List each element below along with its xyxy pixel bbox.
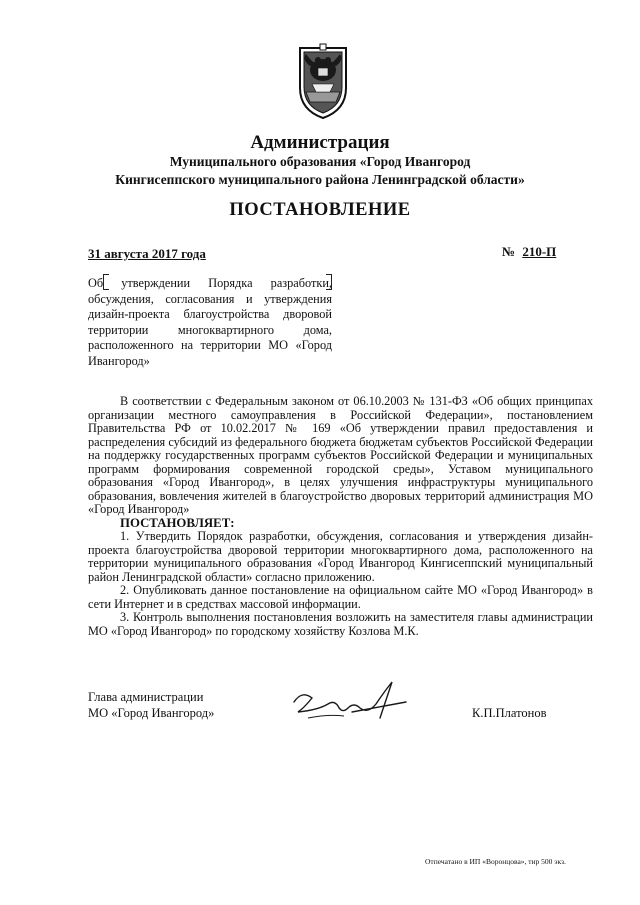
document-type: ПОСТАНОВЛЕНИЕ — [229, 200, 411, 220]
document-date: 31 августа 2017 года — [88, 246, 206, 261]
resolution-item: 2. Опубликовать данное постановление на официальном сайте МО «Город Ивангород» в сети Интернет и в средствах массовой информации. — [88, 583, 593, 611]
handwritten-signature — [288, 674, 418, 730]
resolution-item: 3. Контроль выполнения постановления возложить на заместителя главы администрации МО «Город Ивангород» по городскому хозяйству Козлова М.К. — [88, 610, 593, 638]
number-value: 210-П — [522, 244, 557, 259]
position-line: Глава администрации — [88, 690, 204, 704]
district-line: Кингисеппского муниципального района Ленинградской области» — [115, 172, 525, 187]
resolves-heading: ПОСТАНОВЛЯЕТ: — [120, 515, 235, 530]
admin-title: Администрация — [250, 132, 390, 153]
municipality-line: Муниципального образования «Город Ивангород — [169, 154, 471, 169]
document-body — [88, 395, 593, 638]
document-subject: Об утверждении Порядка разработки, обсуждения, согласования и утверждения дизайн-проекта благоустройства дворовой территории многоквартирного дома, расположенного на территории МО «Город Ивангород» — [88, 276, 332, 368]
coat-of-arms-emblem — [296, 40, 350, 120]
signatory-name: К.П.Платонов — [472, 706, 547, 720]
document-number — [502, 244, 556, 260]
resolution-item: 1. Утвердить Порядок разработки, обсуждения, согласования и утверждения дизайн-проекта благоустройства дворовой территории многоквартирного дома, расположенного на территории муниципального образования «Город Ивангород Кингисеппский муниципальный район Ленинградской области» согласно приложению. — [88, 529, 593, 584]
signatory-position — [88, 690, 214, 721]
printing-note: Отпечатано в ИП «Воронцова», тир 500 экз. — [425, 857, 566, 866]
position-line: МО «Город Ивангород» — [88, 705, 215, 720]
number-sign: № — [502, 244, 516, 259]
preamble-paragraph: В соответствии с Федеральным законом от 06.10.2003 № 131-ФЗ «Об общих принципах организации местного самоуправления в Российской Федерации», постановлением Правительства РФ от 10.02.2017 № 169 «Об утверждении правил предоставления и распределения субсидий из федерального бюджета бюджетам субъектов Российской Федерации на поддержку государственных программ субъектов Российской Федерации и муниципальных программ формирования современной городской среды», Уставом муниципального образования «Город Ивангород», в целях улучшения инфраструктуры муниципального образования, вовлечения жителей в благоустройство дворовых территорий администрация МО «Город Ивангород» — [88, 394, 593, 516]
